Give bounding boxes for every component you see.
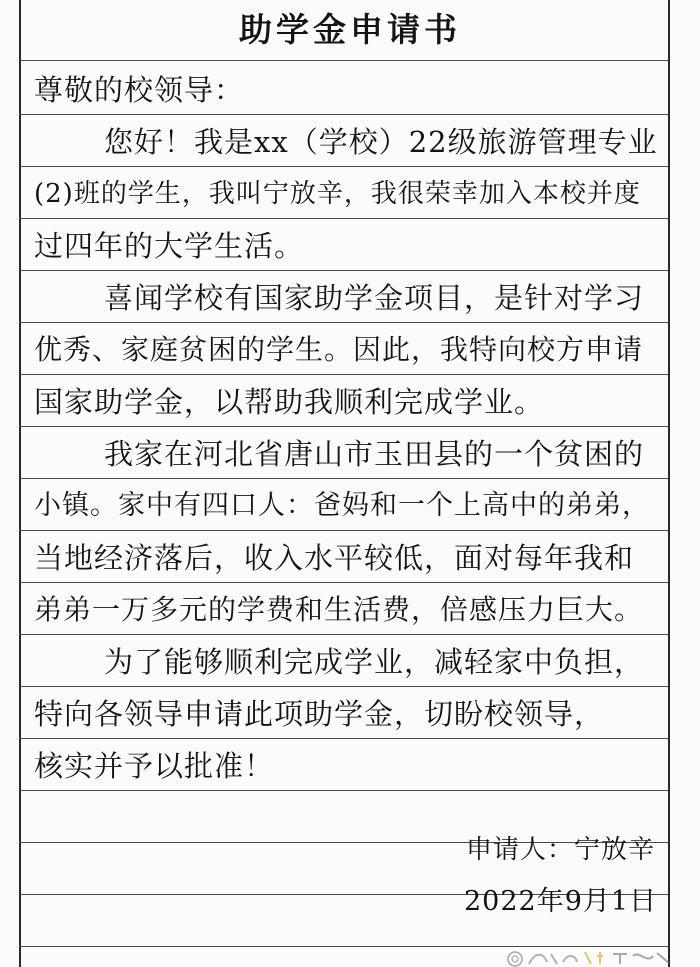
body-line-12: 特向各领导申请此项助学金，切盼校领导， <box>34 697 605 731</box>
ruled-line <box>20 218 669 219</box>
body-line-8: 小镇。家中有四口人：爸妈和一个上高中的弟弟， <box>34 490 650 521</box>
body-line-7: 我家在河北省唐山市玉田县的一个贫困的 <box>104 437 645 471</box>
body-line-3: 过四年的大学生活。 <box>34 229 305 263</box>
paper-left-border <box>19 0 21 967</box>
body-line-5: 优秀、家庭贫困的学生。因此，我特向校方申请 <box>34 333 644 366</box>
ruled-line <box>20 426 669 427</box>
watermark-logo <box>505 948 675 967</box>
ruled-line <box>20 946 669 947</box>
ruled-line <box>20 166 669 167</box>
watermark-logo-graphic <box>505 948 675 967</box>
body-line-2: (2)班的学生，我叫宁放辛，我很荣幸加入本校并度 <box>34 179 641 209</box>
body-line-6: 国家助学金，以帮助我顺利完成学业。 <box>34 385 545 419</box>
body-line-4: 喜闻学校有国家助学金项目，是针对学习 <box>104 281 645 315</box>
ruled-line <box>20 738 669 739</box>
ruled-line <box>20 270 669 271</box>
body-line-1: 您好！我是xx（学校）22级旅游管理专业 <box>104 125 658 159</box>
ruled-line <box>20 634 669 635</box>
ruled-line <box>20 374 669 375</box>
ruled-line <box>20 686 669 687</box>
application-date: 2022年9月1日 <box>464 886 658 917</box>
applicant-signature: 申请人：宁放辛 <box>466 835 656 865</box>
ruled-line <box>20 322 669 323</box>
ruled-line <box>20 790 669 791</box>
ruled-line <box>20 530 669 531</box>
body-line-11: 为了能够顺利完成学业，减轻家中负担， <box>104 645 645 679</box>
ruled-line <box>20 114 669 115</box>
body-line-9: 当地经济落后，收入水平较低，面对每年我和 <box>34 541 635 575</box>
ruled-line <box>20 60 669 61</box>
ruled-line <box>20 582 669 583</box>
salutation: 尊敬的校领导： <box>34 73 245 107</box>
ruled-line <box>20 478 669 479</box>
letter-title: 助学金申请书 <box>239 10 461 49</box>
body-line-13: 核实并予以批准！ <box>34 749 275 783</box>
paper-right-border <box>668 0 670 967</box>
body-line-10: 弟弟一万多元的学费和生活费，倍感压力巨大。 <box>34 593 644 626</box>
